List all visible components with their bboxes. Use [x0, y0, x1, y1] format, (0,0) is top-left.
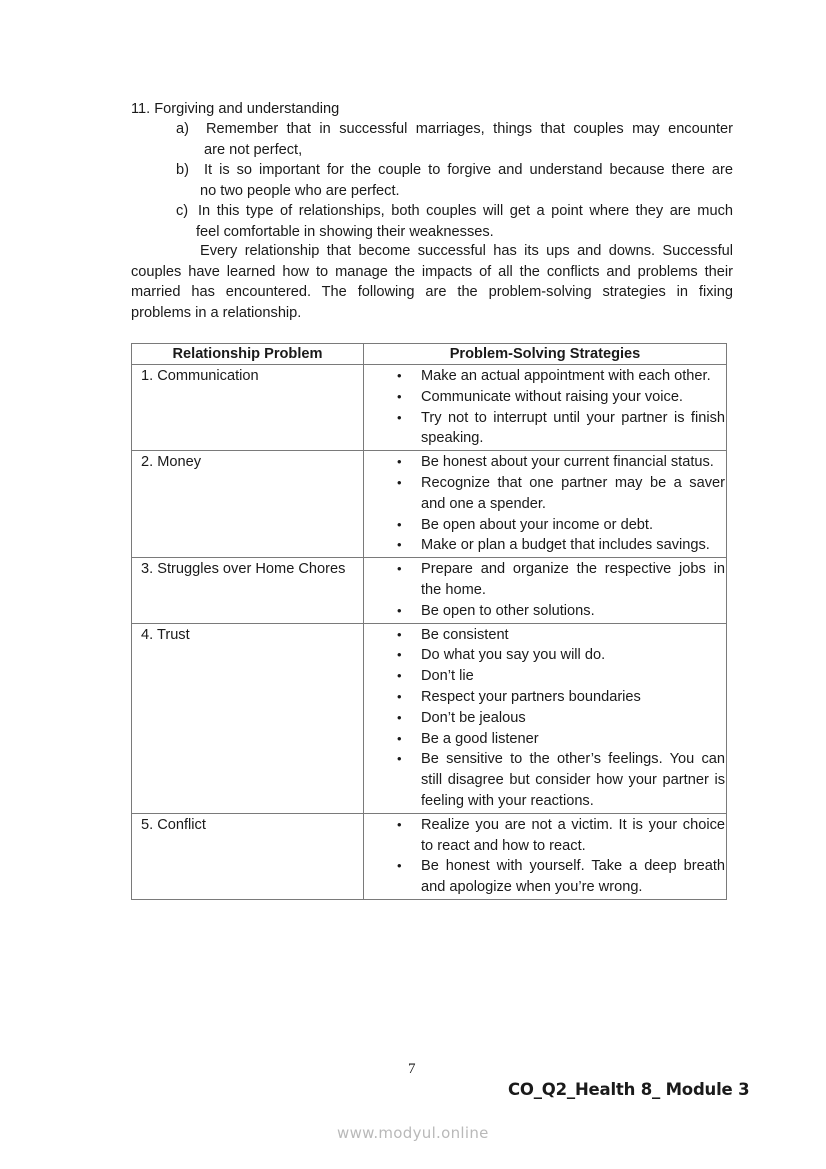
- item-line-2: no two people who are perfect.: [200, 182, 400, 199]
- bullet-icon: •: [397, 537, 402, 553]
- table-row: [132, 365, 727, 451]
- item-line-1: In this type of relationships, both couples will get a point where they are much: [198, 203, 733, 219]
- problem-cell: 2. Money: [132, 451, 364, 558]
- item-line-1: It is so important for the couple to forgive and understand because there are: [204, 162, 733, 178]
- bullet-icon: •: [397, 626, 402, 642]
- strategy-item: • Be honest with yourself. Take a deep breath and apologize when you’re wrong.: [397, 858, 725, 896]
- bullet-icon: •: [397, 368, 402, 383]
- strategy-item: • Be sensitive to the other’s feelings. You can still disagree but consider how your partner is feeling with your reactions.: [397, 751, 725, 809]
- paragraph-line: married has encountered. The following are the problem-solving strategies in fixing: [131, 284, 733, 300]
- item-line-1: Remember that in successful marriages, things that couples may encounter: [206, 121, 733, 137]
- problem-cell: 4. Trust: [132, 623, 364, 813]
- header-relationship-problem: Relationship Problem: [132, 344, 364, 365]
- bullet-icon: •: [397, 561, 402, 577]
- strategies-cell: [364, 623, 727, 813]
- problem-cell: 3. Struggles over Home Chores: [132, 558, 364, 623]
- strategy-item: • Try not to interrupt until your partner is finish speaking.: [397, 409, 725, 447]
- paragraph-line: problems in a relationship.: [131, 304, 302, 321]
- strategy-item: • Don’t be jealous: [364, 708, 725, 729]
- strategy-item: • Recognize that one partner may be a saver and one a spender.: [397, 474, 725, 512]
- item-label: c): [176, 203, 189, 219]
- strategy-item: • Be a good listener: [364, 729, 725, 750]
- bullet-icon: •: [397, 751, 402, 767]
- table-row: [132, 451, 727, 558]
- bullet-icon: •: [397, 516, 402, 532]
- strategy-item: • Don’t lie: [364, 666, 725, 687]
- bullet-icon: •: [397, 816, 402, 832]
- strategy-item: • Be consistent: [364, 625, 725, 646]
- bullet-icon: •: [397, 388, 402, 404]
- problem-strategies-table: [131, 343, 727, 900]
- table-header-row: [132, 344, 727, 365]
- bullet-icon: •: [397, 730, 402, 746]
- strategy-item: • Realize you are not a victim. It is your choice to react and how to react.: [397, 816, 725, 854]
- intro-paragraph: [131, 241, 733, 323]
- paragraph-line: Every relationship that become successful has its ups and downs. Successful: [200, 243, 733, 259]
- bullet-icon: •: [397, 647, 402, 663]
- strategies-cell: [364, 451, 727, 558]
- strategy-item: • Do what you say you will do.: [364, 645, 725, 666]
- table-row: [132, 558, 727, 623]
- section-title: 11. Forgiving and understanding: [131, 101, 340, 117]
- header-problem-solving-strategies: Problem-Solving Strategies: [364, 344, 727, 365]
- strategies-cell: [364, 558, 727, 623]
- strategy-item: • Communicate without raising your voice.: [364, 387, 725, 408]
- bullet-icon: •: [397, 709, 402, 725]
- strategy-item: • Be honest about your current financial status.: [364, 452, 725, 473]
- strategies-cell: [364, 365, 727, 451]
- bullet-icon: •: [397, 668, 402, 684]
- page-number: 7: [408, 1061, 416, 1077]
- problem-cell: 1. Communication: [132, 365, 364, 451]
- bullet-icon: •: [397, 454, 402, 470]
- strategy-item: • Be open about your income or debt.: [364, 515, 725, 536]
- strategy-item: • Prepare and organize the respective jobs in the home.: [397, 561, 725, 598]
- strategies-cell: [364, 813, 727, 899]
- table-row: [132, 623, 727, 813]
- bullet-icon: •: [397, 409, 402, 425]
- item-label: a): [176, 121, 189, 137]
- paragraph-line: couples have learned how to manage the impacts of all the conflicts and problems their: [131, 263, 733, 280]
- bullet-icon: •: [397, 602, 402, 618]
- strategy-item: • Make an actual appointment with each other.: [364, 366, 725, 387]
- strategy-item: • Make or plan a budget that includes savings.: [364, 535, 725, 556]
- bullet-icon: •: [397, 688, 402, 704]
- bullet-icon: •: [397, 858, 402, 874]
- problem-cell: 5. Conflict: [132, 813, 364, 899]
- bullet-icon: •: [397, 474, 402, 490]
- item-line-2: feel comfortable in showing their weaknesses.: [196, 223, 494, 240]
- watermark: www.modyul.online: [337, 1124, 489, 1142]
- strategy-item: • Be open to other solutions.: [364, 601, 725, 622]
- item-line-2: are not perfect,: [204, 141, 303, 158]
- module-code: CO_Q2_Health 8_ Module 3: [508, 1080, 750, 1099]
- item-label: b): [176, 162, 189, 178]
- strategy-item: • Respect your partners boundaries: [364, 687, 725, 708]
- table-row: [132, 813, 727, 899]
